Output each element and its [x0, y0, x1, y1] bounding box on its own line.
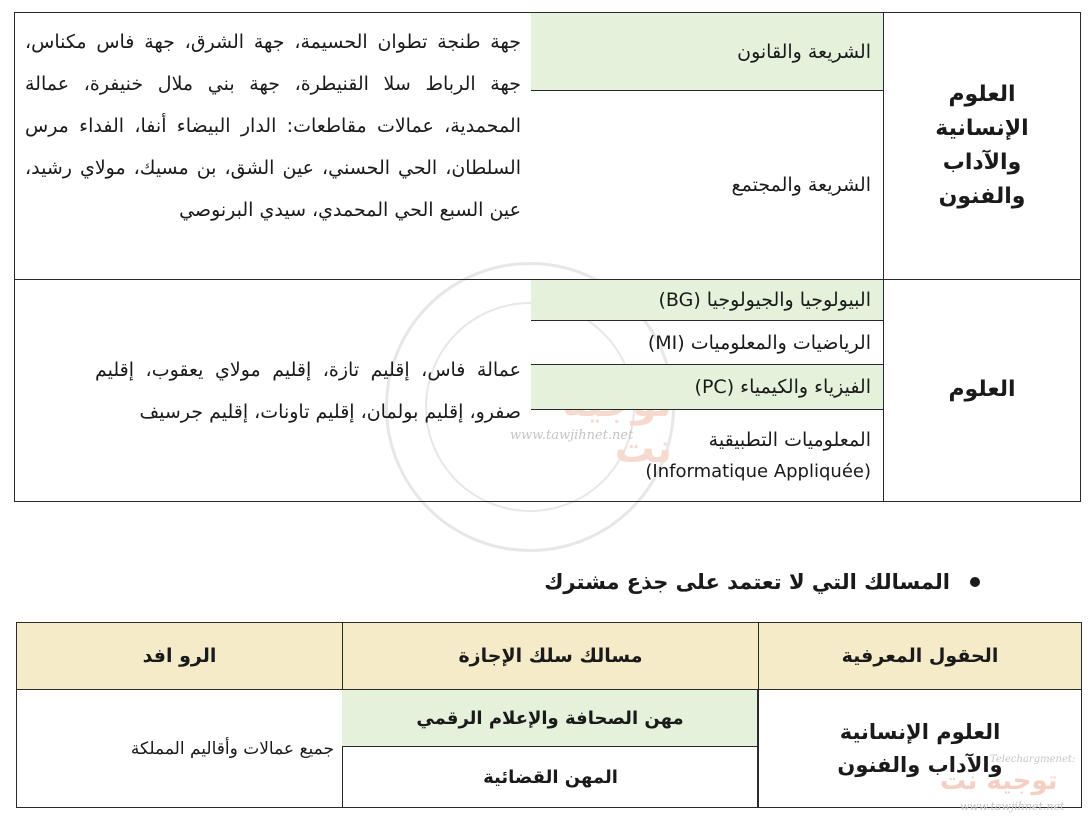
- regions-list: جهة طنجة تطوان الحسيمة، جهة الشرق، جهة فاس مكناس، جهة الرباط سلا القنيطرة، جهة بني ملال خنيفرة، عمالة المحمدية، عمالات مقاطعات: الدار البيضاء أنفا، الفداء مرس السلطان، الحي الحسني، عين الشق، بن مسيك، مولاي رشيد، عين السبع الحي المحمدي، سيدي البرنوصي: [25, 31, 521, 221]
- field-title: العلوم: [948, 377, 1016, 403]
- track-row: [342, 747, 758, 808]
- track-row: [531, 321, 883, 365]
- track-name: البيولوجيا والجيولوجيا (BG): [658, 289, 871, 311]
- corner-watermark-url: www.tawjihnet.net: [960, 800, 1065, 813]
- track-name: مهن الصحافة والإعلام الرقمي: [416, 707, 684, 729]
- track-row: [531, 280, 883, 321]
- track-row: [342, 690, 758, 747]
- track-row: [531, 90, 883, 280]
- group1-field-cell: [883, 12, 1081, 280]
- track-name: المعلوميات التطبيقية: [708, 429, 871, 451]
- column-header: الحقول المعرفية: [841, 645, 999, 667]
- column-divider: [757, 690, 759, 808]
- corner-watermark-label: Telechargmenet:: [990, 754, 1076, 765]
- column-header: الرو افد: [142, 645, 217, 667]
- bullet-icon: [970, 577, 980, 587]
- track-name: الفيزياء والكيمياء (PC): [694, 376, 871, 398]
- group2-regions-cell: [14, 280, 531, 502]
- track-row: [531, 365, 883, 410]
- track-row: [531, 12, 883, 90]
- corner-watermark-logo: توجيه نت: [940, 766, 1058, 796]
- track-row: [531, 410, 883, 502]
- heading-text: المسالك التي لا تعتمد على جذع مشترك: [544, 570, 950, 594]
- track-name: المهن القضائية: [483, 766, 618, 788]
- section-heading: [540, 564, 980, 600]
- header-tracks-cell: [342, 622, 758, 690]
- feeders-text: جميع عمالات وأقاليم المملكة: [130, 738, 334, 759]
- watermark-logo-text: نت: [614, 426, 672, 472]
- track-name: الرياضيات والمعلوميات (MI): [647, 331, 871, 354]
- field-title: العلوم الإنسانية والآداب والفنون: [935, 81, 1029, 210]
- header-fields-cell: [758, 622, 1082, 690]
- group1-regions-cell: [14, 12, 531, 280]
- track-name-french: (Informatique Appliquée): [645, 461, 871, 482]
- header-feeders-cell: [16, 622, 342, 690]
- group2-field-cell: [883, 280, 1081, 502]
- track-name: الشريعة والمجتمع: [731, 174, 871, 196]
- regions-list: عمالة فاس، إقليم تازة، إقليم مولاي يعقوب، إقليم صفرو، إقليم بولمان، إقليم تاونات، إقليم جرسيف: [95, 358, 521, 423]
- track-name: الشريعة والقانون: [737, 40, 871, 63]
- field-title: العلوم الإنسانية والآداب والفنون: [837, 719, 1003, 777]
- row-feeders-cell: [16, 690, 342, 808]
- watermark-url-text: www.tawjihnet.net: [510, 428, 634, 443]
- column-header: مسالك سلك الإجازة: [458, 645, 643, 667]
